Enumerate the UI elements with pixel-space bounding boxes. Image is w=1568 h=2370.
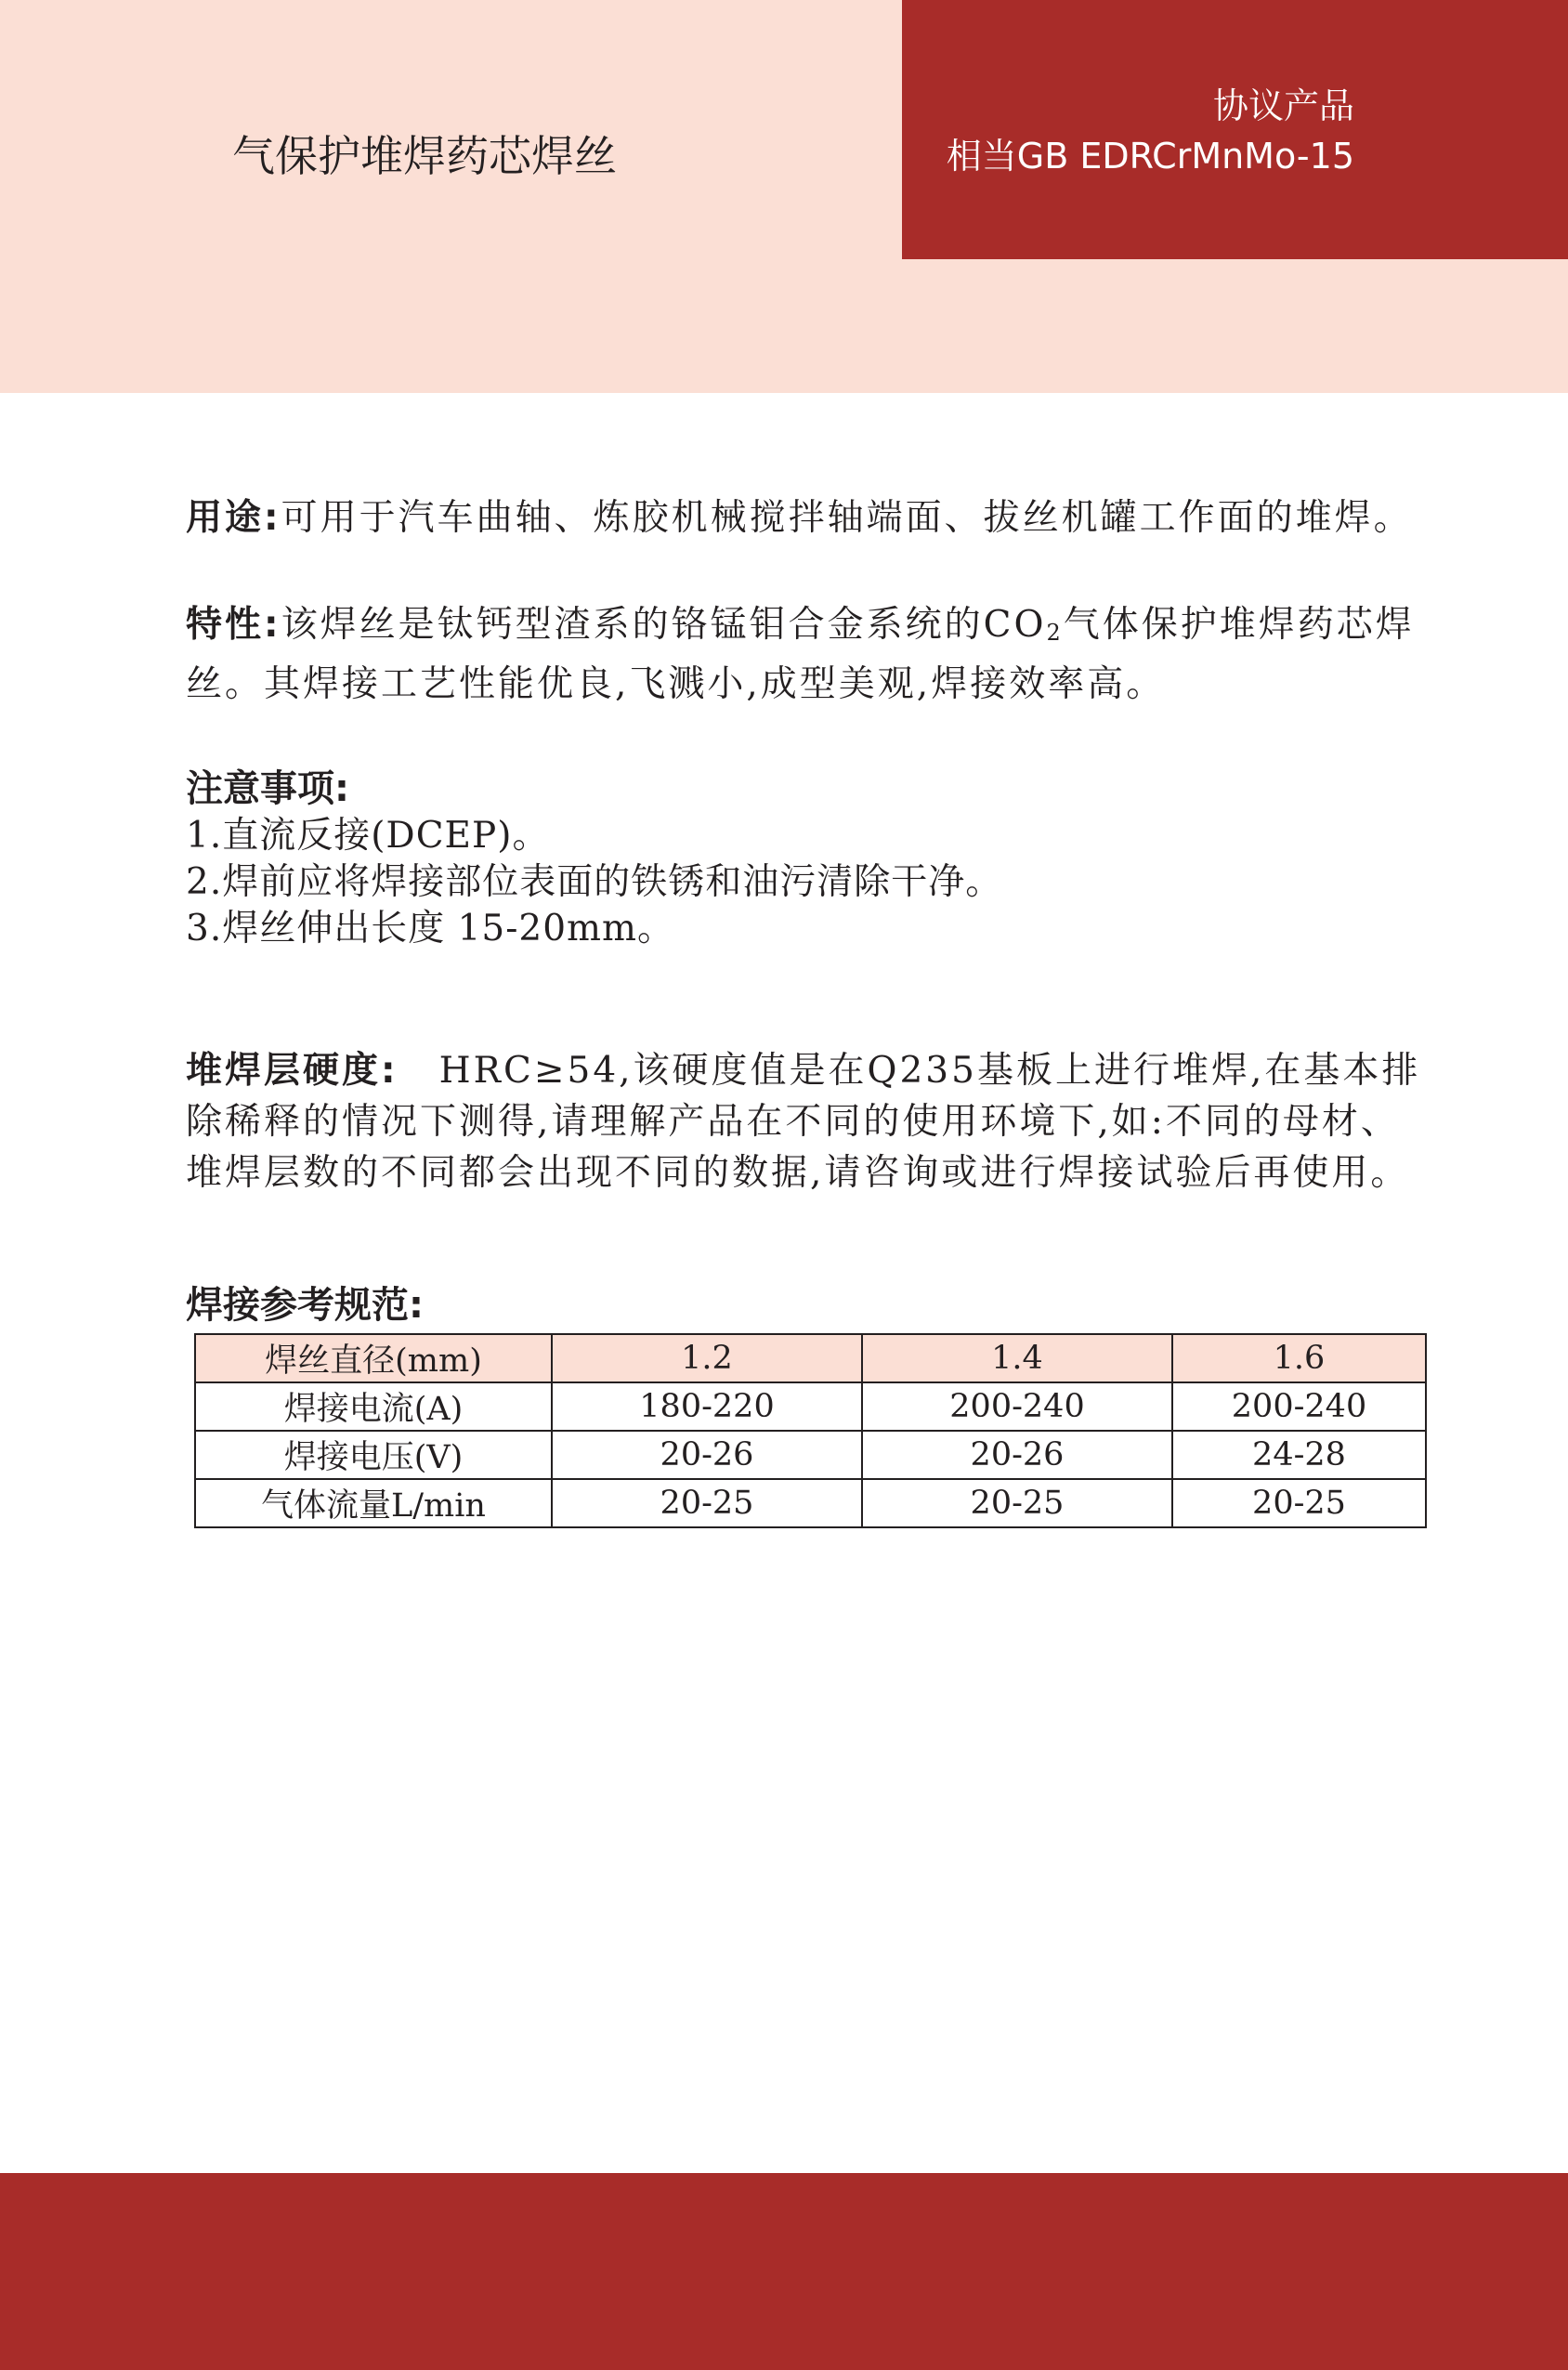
table-cell: 20-26	[862, 1431, 1172, 1479]
welding-parameters-table	[194, 1333, 1427, 1528]
table-cell: 20-25	[1172, 1479, 1426, 1527]
agreement-label: 协议产品	[1212, 85, 1354, 126]
footer-band	[0, 2173, 1568, 2370]
usage-text: 可用于汽车曲轴、炼胶机械搅拌轴端面、拔丝机罐工作面的堆焊。	[281, 497, 1413, 539]
table-cell: 180-220	[552, 1382, 862, 1431]
table-cell: 200-240	[862, 1382, 1172, 1431]
header-badge	[902, 0, 1568, 259]
product-title: 气保护堆焊药芯焊丝	[232, 131, 617, 181]
table-cell: 1.4	[862, 1334, 1172, 1382]
table-row	[195, 1382, 1426, 1431]
notes-item: 3.焊丝伸出长度 15-20mm。	[186, 908, 674, 949]
notes-item: 2.焊前应将焊接部位表面的铁锈和油污清除干净。	[186, 861, 1003, 903]
properties-subscript: 2	[1046, 620, 1064, 646]
table-row	[195, 1431, 1426, 1479]
properties-label: 特性:	[186, 604, 281, 646]
table-cell: 20-25	[552, 1479, 862, 1527]
properties-text-before: 该焊丝是钛钙型渣系的铬锰钼合金系统的CO	[281, 604, 1047, 646]
usage-label: 用途:	[186, 497, 281, 539]
table-cell: 1.2	[552, 1334, 862, 1382]
notes-title: 注意事项:	[186, 767, 349, 810]
table-cell: 焊丝直径(mm)	[195, 1334, 552, 1382]
hardness-text: HRC≥54,该硬度值是在Q235基板上进行堆焊,在基本排除稀释的情况下测得,请理解产品在不同的使用环境下,如:不同的母材、堆焊层数的不同都会出现不同的数据,请咨询或进行焊接试验后再使用。	[186, 1050, 1421, 1194]
table-cell: 焊接电压(V)	[195, 1431, 552, 1479]
notes-list	[186, 813, 1431, 952]
table-cell: 1.6	[1172, 1334, 1426, 1382]
table-cell: 20-26	[552, 1431, 862, 1479]
properties-section	[186, 599, 1431, 711]
table-header-row	[195, 1334, 1426, 1382]
table-cell: 200-240	[1172, 1382, 1426, 1431]
table-row	[195, 1479, 1426, 1527]
table-cell: 气体流量L/min	[195, 1479, 552, 1527]
hardness-section	[186, 1045, 1431, 1198]
welding-reference-title: 焊接参考规范:	[186, 1284, 424, 1327]
properties-text-after: 气体保护堆焊药芯焊丝。其焊接工艺性能优良,飞溅小,成型美观,焊接效率高。	[186, 604, 1415, 705]
hardness-label: 堆焊层硬度:	[186, 1050, 399, 1092]
usage-section	[186, 492, 1431, 544]
table-cell: 焊接电流(A)	[195, 1382, 552, 1431]
standard-label: 相当GB EDRCrMnMo-15	[946, 136, 1354, 177]
notes-item: 1.直流反接(DCEP)。	[186, 815, 550, 857]
table-cell: 20-25	[862, 1479, 1172, 1527]
table-cell: 24-28	[1172, 1431, 1426, 1479]
